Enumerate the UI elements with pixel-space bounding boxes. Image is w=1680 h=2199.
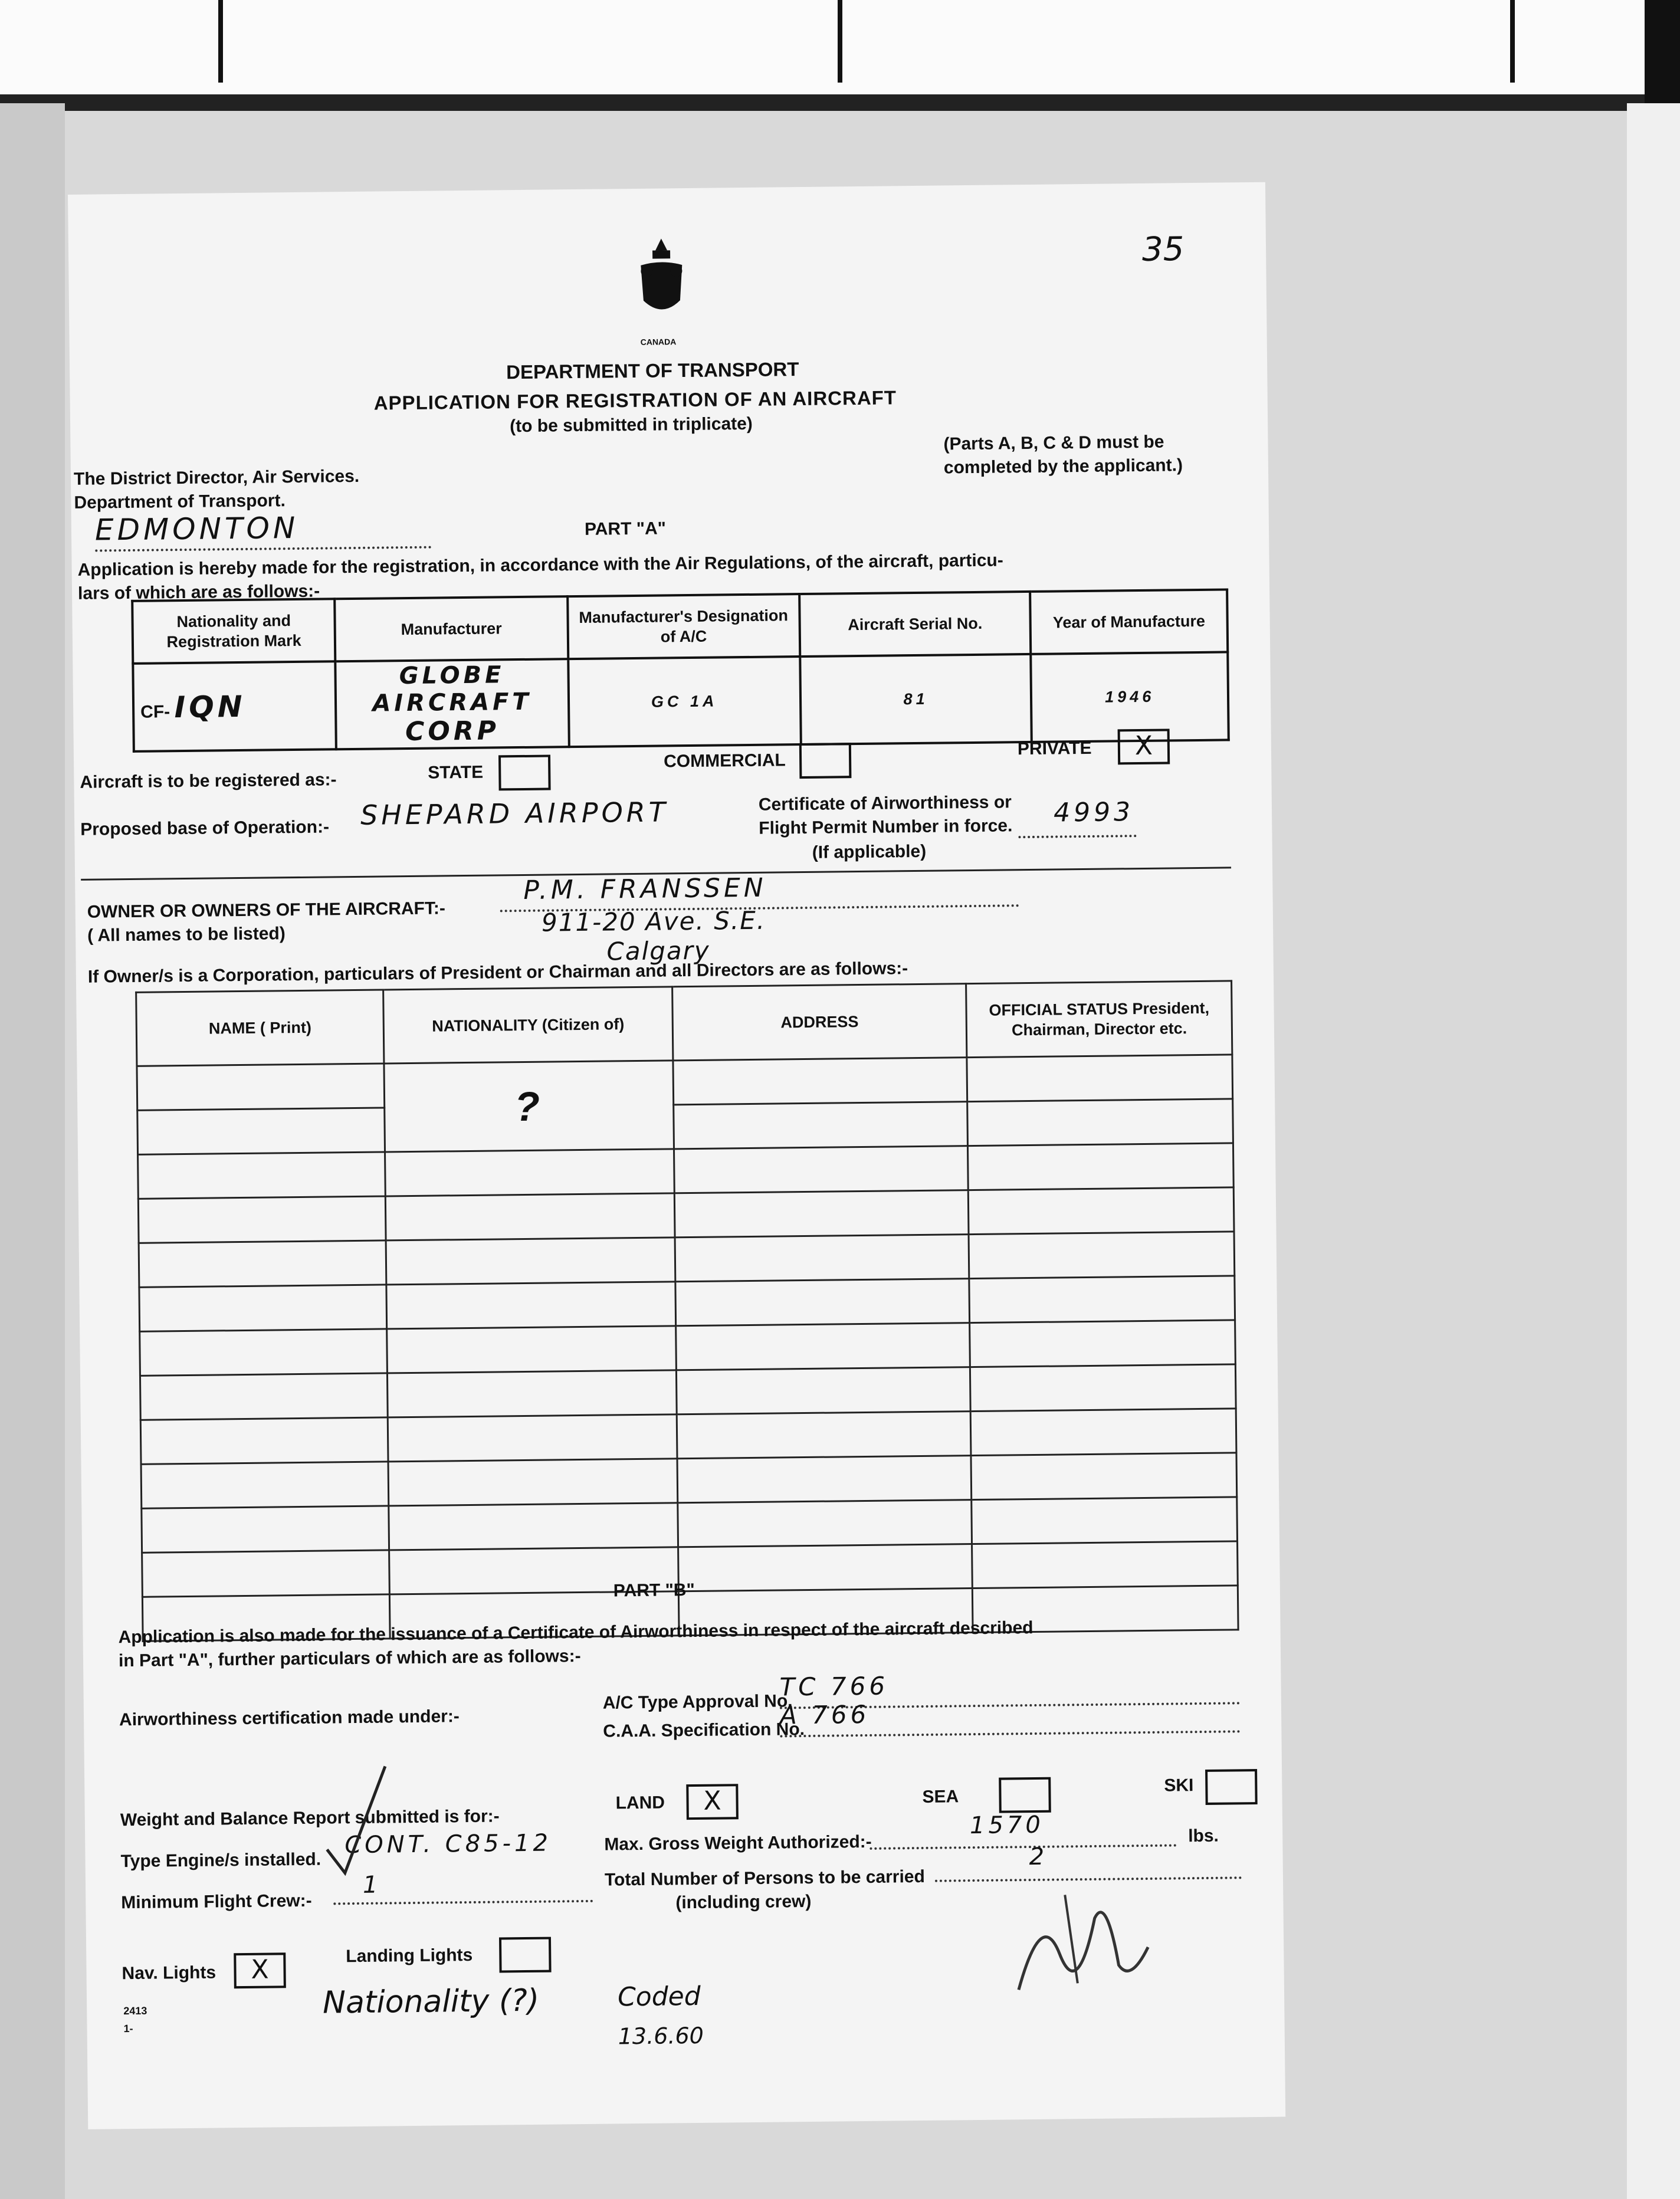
signature-scribble-icon: [1006, 1882, 1160, 2002]
form-number-1: 2413: [123, 2004, 147, 2017]
top-right-edge: [1645, 0, 1680, 103]
left-margin: [0, 103, 65, 2199]
state-label: STATE: [428, 762, 484, 783]
type-approval-value: TC 766: [779, 1671, 889, 1702]
parts-note-2: completed by the applicant.): [943, 455, 1183, 478]
column-header: Nationality and Registration Mark: [132, 599, 335, 664]
manufacturer-value-2: CORP: [405, 716, 500, 747]
right-margin: [1627, 103, 1680, 2199]
addressee-line-2: Department of Transport.: [74, 491, 286, 513]
private-checkbox[interactable]: X: [1118, 728, 1170, 764]
private-label: PRIVATE: [1017, 738, 1092, 759]
top-band: [0, 0, 1680, 103]
manufacturer-value-1: GLOBE AIRCRAFT: [372, 661, 532, 717]
check-mark-icon: [320, 1760, 392, 1879]
dotted-line: [333, 1900, 593, 1905]
column-header: Manufacturer's Designation of A/C: [567, 594, 800, 659]
ski-label: SKI: [1164, 1775, 1194, 1796]
commercial-label: COMMERCIAL: [663, 750, 786, 772]
page-number: 35: [1141, 230, 1184, 269]
registration-mark-value: IQN: [174, 689, 246, 724]
persons-value: 2: [1029, 1843, 1048, 1871]
dotted-line: [780, 1730, 1240, 1737]
nav-lights-label: Nav. Lights: [122, 1962, 216, 1984]
district-value: EDMONTON: [94, 510, 299, 547]
gross-weight-value: 1570: [969, 1811, 1045, 1840]
caa-spec-label: C.A.A. Specification No.: [603, 1719, 805, 1741]
crest-caption: CANADA: [640, 337, 677, 347]
coded-date: 13.6.60: [618, 2022, 704, 2050]
nationality-prefix: CF-: [140, 701, 170, 722]
nav-lights-checkbox[interactable]: X: [234, 1952, 286, 1988]
owner-name-value: P.M. FRANSSEN: [523, 872, 767, 905]
ski-checkbox[interactable]: [1205, 1769, 1258, 1805]
registration-cell: [133, 661, 336, 751]
column-header: ADDRESS: [672, 984, 967, 1061]
cert-made-under-label: Airworthiness certification made under:-: [119, 1706, 460, 1730]
top-rule: [218, 0, 223, 83]
corporation-label: If Owner/s is a Corporation, particulars of President or Chairman and all Directors are as follows:-: [87, 959, 908, 987]
directors-table: [135, 980, 1239, 1642]
landing-lights-checkbox[interactable]: [499, 1937, 552, 1973]
registered-as-label: Aircraft is to be registered as:-: [80, 770, 337, 792]
sea-checkbox[interactable]: [999, 1777, 1051, 1813]
gross-weight-unit: lbs.: [1188, 1826, 1219, 1846]
gross-weight-label: Max. Gross Weight Authorized:-: [604, 1832, 872, 1855]
landing-lights-label: Landing Lights: [346, 1945, 473, 1967]
coded-note: Coded: [617, 1981, 701, 2013]
persons-note: (including crew): [675, 1891, 812, 1913]
caa-spec-value: A 766: [779, 1699, 870, 1730]
weight-balance-label: Weight and Balance Report submitted is for:-: [120, 1806, 500, 1830]
cert-value: 4993: [1053, 797, 1134, 828]
owner-address-value-1: 911-20 Ave. S.E.: [541, 905, 766, 937]
serial-no-value: 81: [800, 654, 1032, 744]
aircraft-particulars-table: [131, 588, 1230, 752]
designation-value: GC 1A: [568, 657, 801, 747]
addressee-line-1: The District Director, Air Services.: [73, 466, 360, 489]
owner-label-note: ( All names to be listed): [87, 924, 286, 946]
engine-label: Type Engine/s installed.: [120, 1849, 321, 1872]
department-heading: DEPARTMENT OF TRANSPORT: [506, 358, 799, 383]
part-b-title: PART "B": [613, 1580, 695, 1601]
part-a-title: PART "A": [584, 518, 667, 539]
column-header: Year of Manufacture: [1031, 589, 1228, 654]
form-number-2: 1-: [123, 2023, 133, 2035]
part-b-intro-2: in Part "A", further particulars of which are as follows:-: [118, 1646, 581, 1671]
cert-label-3: (If applicable): [812, 841, 927, 862]
column-header: OFFICIAL STATUS President, Chairman, Director etc.: [966, 981, 1232, 1058]
column-header: NAME ( Print): [136, 990, 384, 1066]
nationality-note: Nationality (?): [322, 1983, 540, 2021]
land-checkbox[interactable]: X: [686, 1784, 739, 1820]
part-a-intro-1: Application is hereby made for the registration, in accordance with the Air Regulations, of the aircraft, particu-: [77, 550, 1003, 580]
manufacturer-cell: [336, 659, 569, 749]
base-value: SHEPARD AIRPORT: [360, 796, 670, 831]
column-header: Aircraft Serial No.: [799, 592, 1031, 657]
land-label: LAND: [615, 1793, 665, 1813]
dotted-line: [95, 546, 431, 552]
canada-crest-icon: [635, 235, 689, 336]
type-approval-label: A/C Type Approval No.: [602, 1691, 793, 1713]
persons-label: Total Number of Persons to be carried: [604, 1866, 926, 1890]
column-header: Manufacturer: [335, 596, 568, 661]
owner-address-value-2: Calgary: [606, 936, 710, 966]
crew-value: 1: [362, 1871, 382, 1899]
form-title: APPLICATION FOR REGISTRATION OF AN AIRCRAFT: [373, 386, 897, 414]
dotted-line: [935, 1876, 1242, 1882]
dotted-line: [869, 1844, 1176, 1849]
cert-label-1: Certificate of Airworthiness or: [758, 792, 1012, 815]
base-label: Proposed base of Operation:-: [80, 817, 330, 839]
application-form: [68, 182, 1285, 2129]
dotted-line: [1018, 835, 1136, 838]
owner-label: OWNER OR OWNERS OF THE AIRCRAFT:-: [87, 898, 446, 922]
engine-value: CONT. C85-12: [344, 1829, 552, 1859]
submit-note: (to be submitted in triplicate): [509, 413, 753, 436]
top-rule: [838, 0, 842, 83]
cert-label-2: Flight Permit Number in force.: [759, 816, 1013, 838]
nationality-mark: ?: [384, 1061, 674, 1152]
part-a-intro-2: lars of which are as follows:-: [77, 581, 320, 603]
year-value: 1946: [1031, 652, 1229, 741]
commercial-checkbox[interactable]: [799, 743, 852, 779]
parts-note-1: (Parts A, B, C & D must be: [943, 432, 1164, 454]
column-header: NATIONALITY (Citizen of): [383, 987, 673, 1064]
part-b-intro-1: Application is also made for the issuance of a Certificate of Airworthiness in respect of the aircraft described: [118, 1617, 1033, 1647]
state-checkbox[interactable]: [498, 754, 551, 790]
sea-label: SEA: [922, 1787, 959, 1807]
crew-label: Minimum Flight Crew:-: [121, 1891, 312, 1913]
top-rule: [1510, 0, 1515, 83]
top-dark-strip: [0, 94, 1680, 111]
